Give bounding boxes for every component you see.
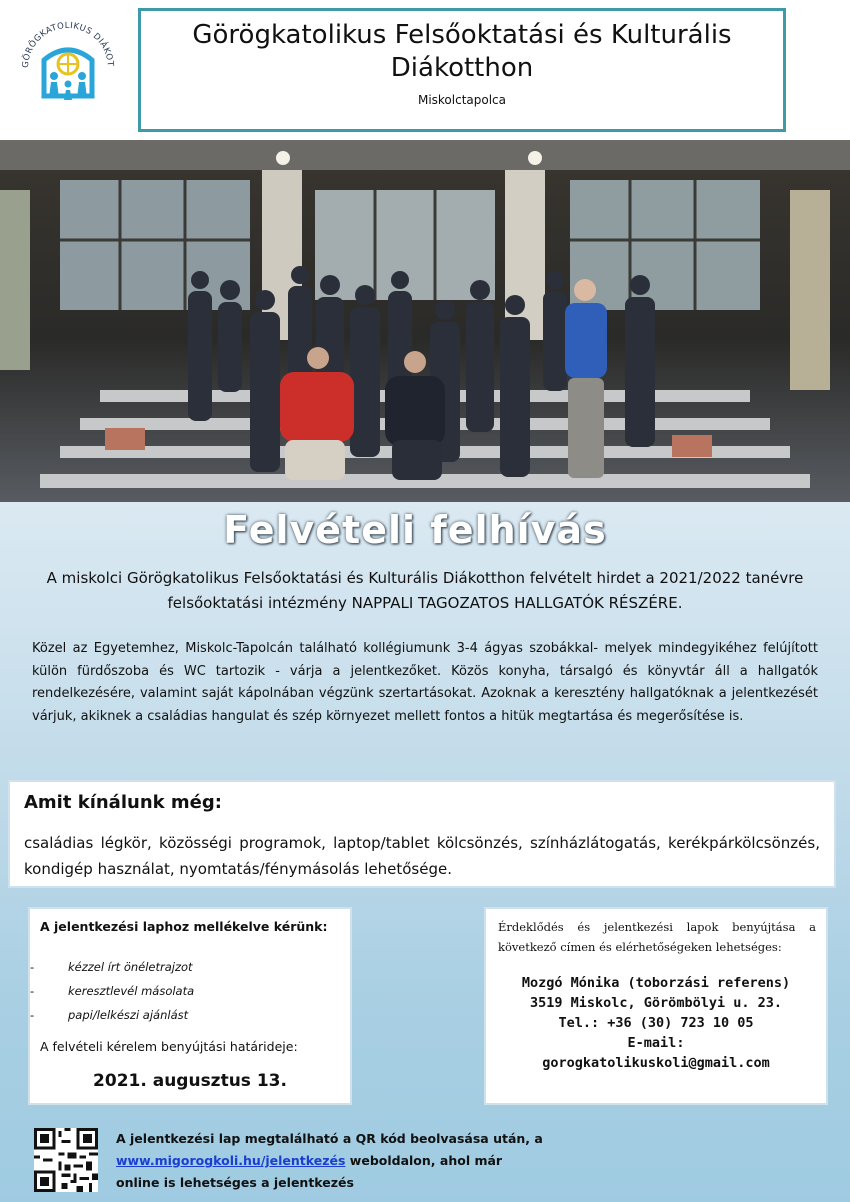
contact-box <box>484 907 828 1105</box>
list-item: - keresztlevél másolata <box>64 979 194 1003</box>
logo-text: GÖRÖGKATOLIKUS DIÁKOT <box>20 20 116 69</box>
description-paragraph: Közel az Egyetemhez, Miskolc-Tapolcán található kollégiumunk 3-4 ágyas szobákkal- melyek mindegyikéhez felújított külön fürdőszoba és WC tartozik - várja a jelentkezőket. Közös konyha, társalgó és könyvtár áll a hallgatók rendelkezésére, valamint saját kápolnában végzünk szertartásokat. Azoknak a keresztény hallgatóknak a jelentkezését várjuk, akiknek a családias hangulat és szép környezet mellett fontos a hitük megtartása és megerősítése is. <box>32 641 818 724</box>
deadline-label: A felvételi kérelem benyújtási határideje: <box>40 1039 298 1054</box>
contact-address: 3519 Miskolc, Görömbölyi u. 23. <box>530 995 782 1011</box>
contact-email[interactable]: gorogkatolikuskoli@gmail.com <box>542 1055 770 1071</box>
group-photo-icon <box>0 140 850 502</box>
offer-box <box>8 780 836 888</box>
group-photo <box>0 140 850 502</box>
qr-instructions <box>116 1128 546 1194</box>
qr-text-after: weboldalon, ahol már online is lehetséges a jelentkezés <box>116 1153 503 1190</box>
list-item: - papi/lelkészi ajánlást <box>64 1003 194 1027</box>
logo <box>14 14 122 122</box>
attachments-list <box>64 955 194 1027</box>
svg-text:GÖRÖGKATOLIKUS DIÁKOTTHON <box>14 14 115 68</box>
lead-paragraph: A miskolci Görögkatolikus Felsőoktatási és Kulturális Diákotthon felvételt hirdet a 2021/2022 tanévre felsőoktatási intézmény NAPPALI TAGOZATOS HALLGATÓK RÉSZÉRE. <box>46 569 804 612</box>
contact-details <box>486 973 826 1073</box>
contact-email-label: E-mail: <box>627 1035 685 1051</box>
attachments-box <box>28 907 352 1105</box>
location-label: Miskolctapolca <box>417 93 507 107</box>
header-box <box>138 8 786 132</box>
qr-code-icon[interactable] <box>34 1128 98 1192</box>
attachments-title: A jelentkezési laphoz mellékelve kérünk: <box>40 919 328 934</box>
offer-text: családias légkör, közösségi programok, laptop/tablet kölcsönzés, színházlátogatás, kerékpárkölcsönzés, kondigép használat, nyomtatás/fénymásolás lehetősége. <box>24 834 820 878</box>
deadline-date: 2021. augusztus 13. <box>93 1071 287 1091</box>
page-title: Görögkatolikus Felsőoktatási és Kulturális Diákotthon <box>192 20 732 83</box>
list-item: - kézzel írt önéletrajzot <box>64 955 194 979</box>
offer-title: Amit kínálunk még: <box>24 792 222 813</box>
contact-intro: Érdeklődés és jelentkezési lapok benyújtása a következő címen és elérhetőségeken lehetséges: <box>498 920 816 954</box>
call-title: Felvételi felhívás <box>223 508 607 552</box>
contact-name: Mozgó Mónika (toborzási referens) <box>521 975 791 991</box>
qr-text-before: A jelentkezési lap megtalálható a QR kód beolvasása után, a <box>116 1131 543 1146</box>
registration-link[interactable]: www.migorogkoli.hu/jelentkezés <box>116 1153 346 1168</box>
contact-phone[interactable]: Tel.: +36 (30) 723 10 05 <box>558 1015 754 1031</box>
